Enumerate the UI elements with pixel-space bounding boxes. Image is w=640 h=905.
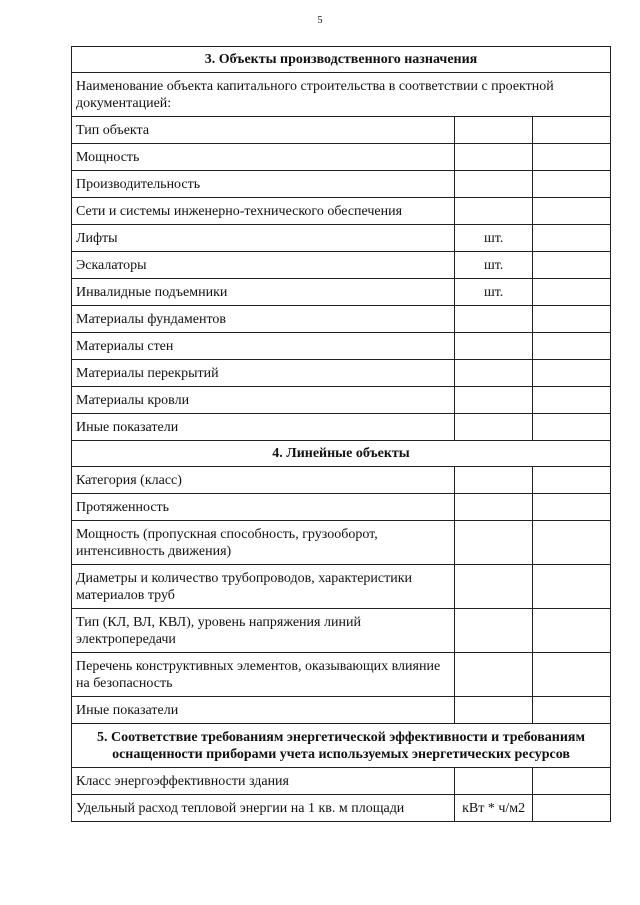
- table-row: [72, 521, 611, 565]
- row-label: Иные показатели: [72, 414, 455, 441]
- table-row: [72, 333, 611, 360]
- row-value: [533, 387, 611, 414]
- row-value: [533, 697, 611, 724]
- table-row: [72, 198, 611, 225]
- table-row: [72, 306, 611, 333]
- row-label: Класс энергоэффективности здания: [72, 768, 455, 795]
- table-row: [72, 494, 611, 521]
- row-unit: [455, 333, 533, 360]
- row-value: [533, 768, 611, 795]
- table-row: [72, 697, 611, 724]
- characteristics-table: [71, 46, 611, 822]
- row-unit: [455, 494, 533, 521]
- row-value: [533, 333, 611, 360]
- row-value: [533, 494, 611, 521]
- row-unit: [455, 171, 533, 198]
- row-label: Материалы фундаментов: [72, 306, 455, 333]
- row-unit: [455, 521, 533, 565]
- row-label: Протяженность: [72, 494, 455, 521]
- table-row: [72, 225, 611, 252]
- row-unit: кВт * ч/м2: [455, 795, 533, 822]
- row-value: [533, 252, 611, 279]
- row-unit: шт.: [455, 279, 533, 306]
- row-label: Материалы стен: [72, 333, 455, 360]
- row-value: [533, 225, 611, 252]
- row-value: [533, 171, 611, 198]
- row-label: Диаметры и количество трубопроводов, характеристики материалов труб: [72, 565, 455, 609]
- row-value: [533, 360, 611, 387]
- row-unit: [455, 697, 533, 724]
- row-value: [533, 467, 611, 494]
- row-value: [533, 144, 611, 171]
- row-value: [533, 279, 611, 306]
- row-label: Мощность (пропускная способность, грузооборот, интенсивность движения): [72, 521, 455, 565]
- row-unit: [455, 653, 533, 697]
- row-unit: шт.: [455, 225, 533, 252]
- row-unit: [455, 609, 533, 653]
- page-number: 5: [317, 15, 323, 26]
- row-label: Удельный расход тепловой энергии на 1 кв. м площади: [72, 795, 455, 822]
- row-value: [533, 198, 611, 225]
- row-unit: [455, 467, 533, 494]
- table-row: [72, 653, 611, 697]
- table-row: [72, 387, 611, 414]
- row-label: Лифты: [72, 225, 455, 252]
- row-unit: [455, 306, 533, 333]
- section-s4-title: 4. Линейные объекты: [72, 441, 611, 467]
- row-label: Категория (класс): [72, 467, 455, 494]
- row-label: Мощность: [72, 144, 455, 171]
- row-unit: [455, 768, 533, 795]
- row-unit: [455, 565, 533, 609]
- row-label: Иные показатели: [72, 697, 455, 724]
- row-value: [533, 521, 611, 565]
- row-label: Материалы перекрытий: [72, 360, 455, 387]
- table-row: [72, 252, 611, 279]
- row-unit: [455, 360, 533, 387]
- row-unit: [455, 117, 533, 144]
- row-label: Инвалидные подъемники: [72, 279, 455, 306]
- row-label: Производительность: [72, 171, 455, 198]
- row-value: [533, 795, 611, 822]
- table-row: [72, 609, 611, 653]
- section-s5-title: 5. Соответствие требованиям энергетической эффективности и требованиям оснащенности приборами учета используемых энергетических ресурсов: [72, 724, 611, 768]
- row-value: [533, 565, 611, 609]
- table-row: [72, 279, 611, 306]
- row-unit: [455, 198, 533, 225]
- row-value: [533, 117, 611, 144]
- table-row: [72, 360, 611, 387]
- row-label: Перечень конструктивных элементов, оказывающих влияние на безопасность: [72, 653, 455, 697]
- row-value: [533, 306, 611, 333]
- row-unit: шт.: [455, 252, 533, 279]
- row-label: Сети и системы инженерно-технического обеспечения: [72, 198, 455, 225]
- section-intro: Наименование объекта капитального строительства в соответствии с проектной документацией:: [72, 73, 611, 117]
- table-row: [72, 414, 611, 441]
- table-row: [72, 565, 611, 609]
- table-row: [72, 768, 611, 795]
- section-s3-title: 3. Объекты производственного назначения: [72, 47, 611, 73]
- row-unit: [455, 144, 533, 171]
- table-row: [72, 117, 611, 144]
- table-row: [72, 795, 611, 822]
- row-label: Тип объекта: [72, 117, 455, 144]
- row-unit: [455, 414, 533, 441]
- row-unit: [455, 387, 533, 414]
- table-row: [72, 171, 611, 198]
- table-row: [72, 467, 611, 494]
- row-value: [533, 609, 611, 653]
- row-value: [533, 653, 611, 697]
- table-row: [72, 144, 611, 171]
- row-label: Эскалаторы: [72, 252, 455, 279]
- row-value: [533, 414, 611, 441]
- row-label: Материалы кровли: [72, 387, 455, 414]
- row-label: Тип (КЛ, ВЛ, КВЛ), уровень напряжения линий электропередачи: [72, 609, 455, 653]
